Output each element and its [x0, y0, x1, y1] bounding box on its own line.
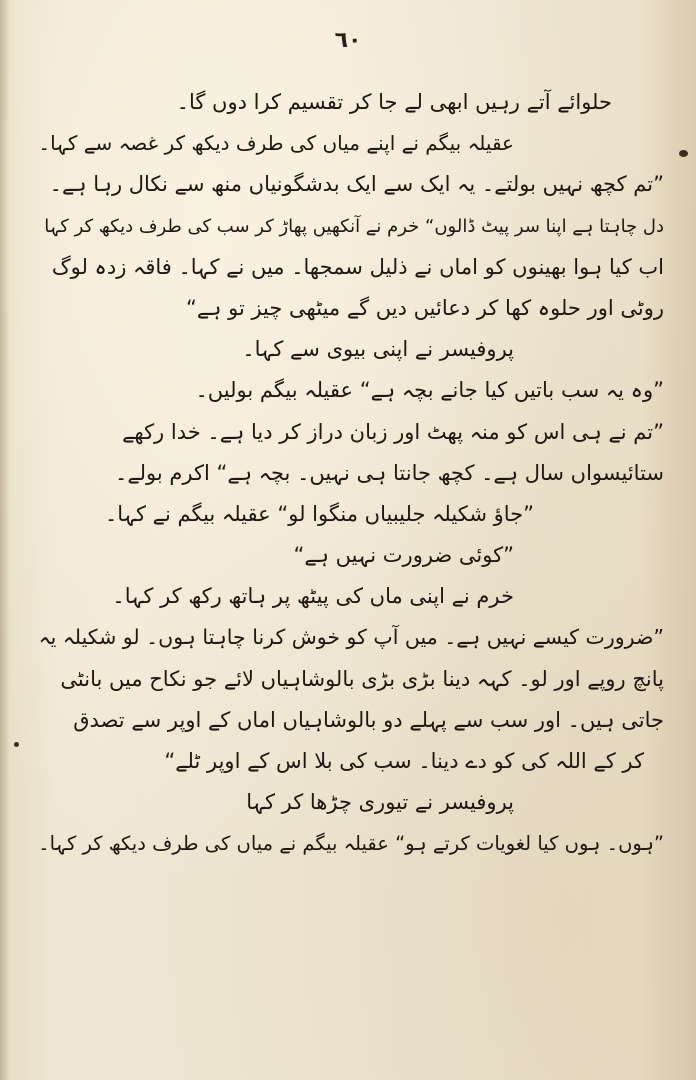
text-line: روٹی اور حلوہ کھا کر دعائیں دیں گے میٹھی چیز تو ہے“	[185, 295, 664, 320]
text-line: کر کے اللہ کی کو دے دینا۔ سب کی بلا اس کے اوپر ٹلے“	[164, 749, 644, 773]
body-text	[34, 82, 664, 865]
text-line: ”تم نے ہی اس کو منہ پھٹ اور زبان دراز کر دیا ہے۔ خدا رکھے	[122, 419, 664, 444]
text-line: پانچ روپے اور لو۔ کہہ دینا بڑی بڑی بالوشاہیاں لائے جو نکاح میں بانٹی	[60, 666, 664, 691]
text-line: پروفیسر نے اپنی بیوی سے کہا۔	[242, 337, 514, 362]
text-line: ”وہ یہ سب باتیں کیا جانے بچہ ہے“ عقیلہ بیگم بولیں۔	[195, 378, 664, 403]
text-line: ”ضرورت کیسے نہیں ہے۔ میں آپ کو خوش کرنا چاہتا ہوں۔ لو شکیلہ یہ	[38, 625, 664, 650]
text-line: اب کیا ہوا بھینوں کو اماں نے ذلیل سمجھا۔ میں نے کہا۔ فاقہ زدہ لوگ	[51, 254, 664, 279]
text-line: جاتی ہیں۔ اور سب سے پہلے دو بالوشاہیاں اماں کے اوپر سے تصدق	[73, 707, 664, 732]
text-line: پروفیسر نے تیوری چڑھا کر کہا	[246, 790, 514, 815]
text-line: دل چاہتا ہے اپنا سر پیٹ ڈالوں“ خرم نے آنکھیں پھاڑ کر سب کی طرف دیکھ کر کہا	[44, 215, 664, 237]
text-line: ”کوئی ضرورت نہیں ہے“	[293, 543, 514, 568]
text-line: ”ہوں۔ ہوں کیا لغویات کرتے ہو“ عقیلہ بیگم نے میاں کی طرف دیکھ کر کہا۔	[38, 832, 664, 856]
text-line: حلوائے آتے رہیں ابھی لے جا کر تقسیم کرا دوں گا۔	[176, 90, 612, 114]
ink-spot	[14, 742, 19, 747]
text-line: خرم نے اپنی ماں کی پیٹھ پر ہاتھ رکھ کر کہا۔	[112, 584, 514, 609]
text-line: ستائیسواں سال ہے۔ کچھ جانتا ہی نہیں۔ بچہ ہے“ اکرم بولے۔	[115, 460, 664, 485]
spine-shadow	[0, 0, 10, 1080]
text-line: عقیلہ بیگم نے اپنے میاں کی طرف دیکھ کر غصہ سے کہا۔	[38, 131, 514, 156]
ink-spot	[679, 150, 688, 157]
text-line: ”جاؤ شکیلہ جلیبیاں منگوا لو“ عقیلہ بیگم نے کہا۔	[104, 501, 534, 526]
text-line: ”تم کچھ نہیں بولتے۔ یہ ایک سے ایک بدشگونیاں منھ سے نکال رہا ہے۔	[49, 172, 664, 197]
page-number: ٦٠	[334, 28, 362, 53]
